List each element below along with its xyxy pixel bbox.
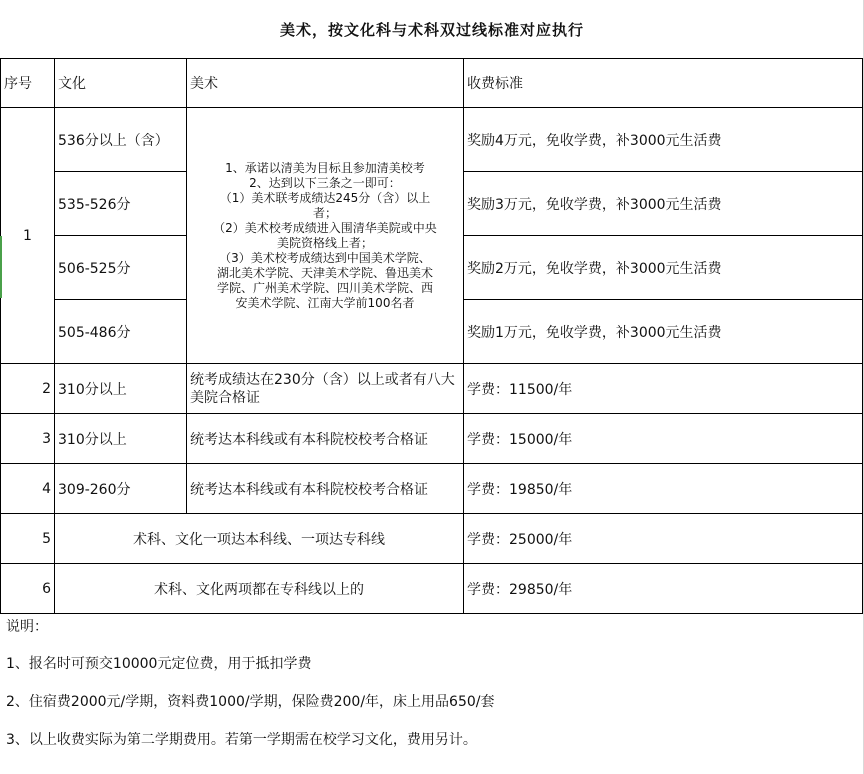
fee-cell: 奖励2万元，免收学费，补3000元生活费 (464, 236, 863, 300)
table-row (1, 108, 863, 172)
art-condition-line: （1）美术联考成绩达245分（含）以上 (219, 190, 431, 205)
header-culture: 文化 (55, 59, 187, 108)
culture-cell: 506-525分 (55, 236, 187, 300)
art-condition-line: 美院资格线上者； (276, 235, 373, 250)
art-condition-line: 湖北美术学院、天津美术学院、鲁迅美术 (216, 265, 433, 280)
row-number: 2 (1, 364, 55, 414)
culture-cell: 310分以上 (55, 364, 187, 414)
art-condition-line: 学院、广州美术学院、四川美术学院、西 (216, 280, 433, 295)
table-row (1, 414, 863, 464)
row-number: 1 (1, 108, 55, 364)
row-number: 6 (1, 564, 55, 614)
culture-cell: 535-526分 (55, 172, 187, 236)
art-condition-line: （2）美术校考成绩进入围清华美院或中央 (213, 220, 437, 235)
selection-marker (0, 236, 2, 298)
header-fee: 收费标准 (464, 59, 863, 108)
merged-condition-cell: 术科、文化一项达本科线、一项达专科线 (55, 514, 464, 564)
art-condition-line: 安美术学院、江南大学前100名者 (235, 295, 415, 310)
fee-cell: 奖励4万元，免收学费，补3000元生活费 (464, 108, 863, 172)
fee-cell: 奖励3万元，免收学费，补3000元生活费 (464, 172, 863, 236)
table-header-row (1, 59, 863, 108)
notes-heading: 说明： (6, 619, 48, 635)
table-row (1, 514, 863, 564)
table-row (1, 364, 863, 414)
fee-cell: 学费：19850/年 (464, 464, 863, 514)
art-condition-line: （3）美术校考成绩达到中国美术学院、 (219, 250, 431, 265)
row-number: 3 (1, 414, 55, 464)
fee-cell: 学费：25000/年 (464, 514, 863, 564)
fee-cell: 奖励1万元，免收学费，补3000元生活费 (464, 300, 863, 364)
art-cell: 统考达本科线或有本科院校校考合格证 (187, 464, 464, 514)
table-row (1, 464, 863, 514)
row-number: 4 (1, 464, 55, 514)
header-no: 序号 (1, 59, 55, 108)
row-number: 5 (1, 514, 55, 564)
art-condition-line: 1、承诺以清美为目标且参加清美校考 (225, 160, 425, 175)
fee-cell: 学费：29850/年 (464, 564, 863, 614)
art-conditions (187, 108, 464, 364)
fee-cell: 学费：15000/年 (464, 414, 863, 464)
fee-table (0, 58, 863, 614)
note-item: 2、住宿费2000元/学期，资料费1000/学期，保险费200/年，床上用品650/套 (6, 694, 495, 710)
merged-condition-cell: 术科、文化两项都在专科线以上的 (55, 564, 464, 614)
art-cell: 统考达本科线或有本科院校校考合格证 (187, 414, 464, 464)
table-row (1, 564, 863, 614)
art-cell: 统考成绩达在230分（含）以上或者有八大美院合格证 (187, 364, 464, 414)
culture-cell: 310分以上 (55, 414, 187, 464)
note-item: 1、报名时可预交10000元定位费，用于抵扣学费 (6, 656, 312, 672)
page-title: 美术，按文化科与术科双过线标准对应执行 (0, 0, 864, 58)
header-art: 美术 (187, 59, 464, 108)
culture-cell: 505-486分 (55, 300, 187, 364)
culture-cell: 536分以上（含） (55, 108, 187, 172)
art-condition-line: 2、达到以下三条之一即可： (249, 175, 401, 190)
art-condition-line: 者； (312, 205, 337, 220)
note-item: 3、以上收费实际为第二学期费用。若第一学期需在校学习文化，费用另计。 (6, 732, 477, 748)
fee-cell: 学费：11500/年 (464, 364, 863, 414)
culture-cell: 309-260分 (55, 464, 187, 514)
